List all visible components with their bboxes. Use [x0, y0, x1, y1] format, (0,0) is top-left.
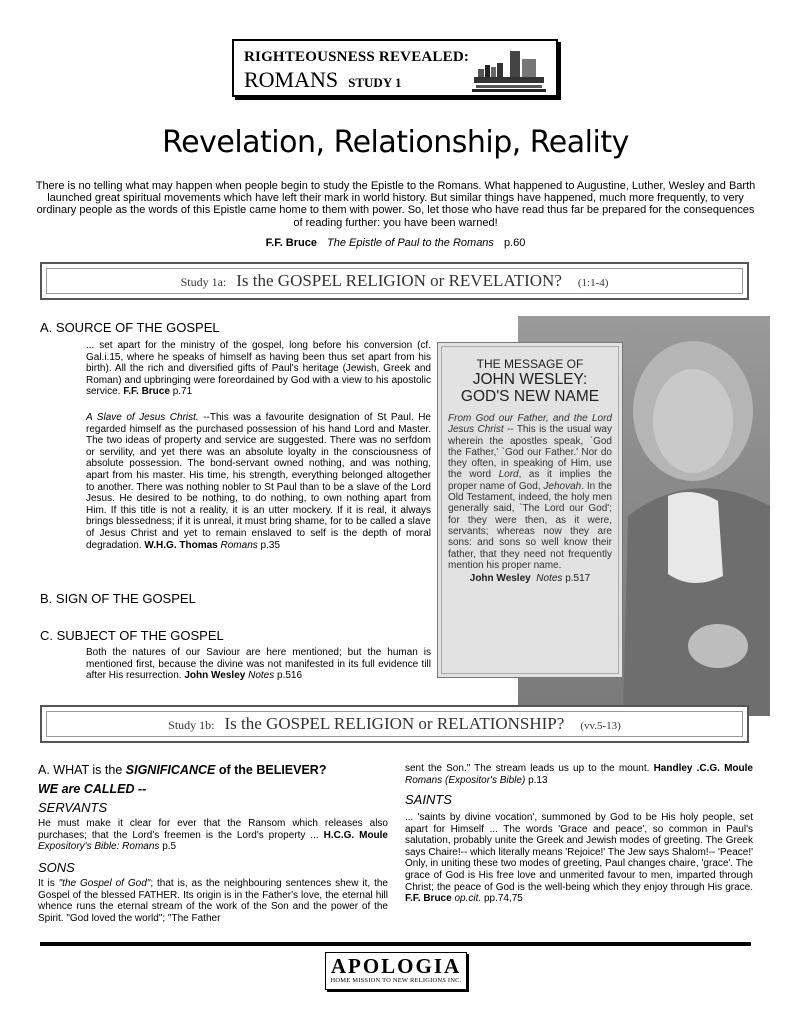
saints-title: SAINTS	[405, 792, 452, 807]
series-book	[244, 67, 401, 93]
section-1b-a-heading	[38, 763, 326, 777]
called-heading: WE are CALLED --	[38, 782, 147, 796]
section-c-text: Both the natures of our Saviour are here mentioned; but the human is mentioned first, because the divine was not manifested in its full evidence till after His resurrection.	[86, 647, 431, 682]
section-b-heading: B. SIGN OF THE GOSPEL	[40, 591, 196, 606]
sidebar-heading: JOHN WESLEY:	[472, 371, 588, 388]
section-a-para1-author: F.F. Bruce	[123, 386, 170, 398]
section-a-para2-text: --This was a favourite designation of St Paul. He regarded himself as the purchased possession of his hand Lord and Master. The two ideas of property and service are suggested. There was no serfdom or servility, and yet there was an absolute loyalty in the consciousness of absolute possession. The bond-servant owned nothing, and was nothing, apart from his master. His time, his strength, everything belonged altogether to another. There was nothing nobler to St Paul than to be a slave of the Lord Jesus. He desired to be nothing, to do nothing, to own nothing apart from Him. If this title is not a reality, it is an utter mockery. If it is real, it always brings blessedness; if it is unreal, it must bring shame, for to be called a slave of Jesus Christ and yet to remain enslaved to self is the depth of moral degradation.	[86, 412, 431, 551]
section-a-para2-page: p.35	[260, 539, 281, 551]
apologia-logo	[325, 952, 467, 990]
sidebar-subheading: GOD'S NEW NAME	[460, 388, 600, 405]
logo-text: APOLOGIA	[330, 954, 462, 978]
section-a-para2	[86, 412, 431, 551]
sidebar-body	[448, 413, 612, 571]
section-c-work: Notes	[248, 670, 275, 682]
section-c-page: p.516	[277, 670, 303, 682]
saints-work: op.cit.	[454, 893, 482, 905]
servants-work: Expository's Bible: Romans	[38, 841, 160, 853]
sons-work: Romans (Expositor's Bible)	[405, 774, 526, 786]
study-1b-question: Is the GOSPEL RELIGION or RELATIONSHIP?	[224, 714, 565, 733]
intro-citation	[0, 237, 791, 249]
servants-page: p.5	[162, 841, 177, 853]
study-1a-label: Study 1a:	[180, 275, 227, 289]
logo-tagline: HOME MISSION TO NEW RELIGIONS INC.	[330, 977, 462, 984]
heading-a-post: of the BELIEVER?	[215, 763, 327, 777]
footer-rule	[40, 942, 751, 946]
study-1a-banner	[40, 262, 749, 300]
saints-author: F.F. Bruce	[405, 893, 452, 905]
sons-para-left: It is "the Gospel of God"; that is, as the neighbouring sentences shew it, the Gospel of the blessed FATHER. Its origin is in the Father's love, the eternal hill whence runs the eternal stream of the work of the Son and the power of the Spirit. "God loved the world"; "The Father	[38, 878, 388, 924]
study-1b-banner	[40, 705, 749, 743]
sons-page: p.13	[528, 774, 548, 786]
section-a-para1-page: p.71	[172, 386, 193, 398]
book-name: ROMANS	[244, 67, 339, 92]
sons-title: SONS	[38, 860, 75, 875]
servants-title: SERVANTS	[38, 800, 108, 815]
study-1b-label: Study 1b:	[168, 718, 215, 732]
sidebar-author: John Wesley	[469, 573, 531, 585]
sidebar-page: p.517	[565, 573, 591, 585]
sidebar-word-lord: Lord	[498, 469, 519, 481]
section-a-para1	[86, 340, 431, 398]
servants-para	[38, 818, 388, 853]
series-title: RIGHTEOUSNESS REVEALED:	[244, 49, 470, 65]
sidebar-text-a: -- This is the usual way wherein the apostles speak, `God the Father,' `God our Father.' Nor do they often, in speaking of Him, use the word	[448, 424, 612, 481]
sidebar-citation	[448, 573, 612, 584]
wesley-sidebar	[437, 342, 623, 678]
servants-text: He must make it clear for ever that the Ransom which releases also purchases; that the Lord's freemen is the Lord's property ...	[38, 818, 388, 841]
section-c-heading: C. SUBJECT OF THE GOSPEL	[40, 628, 224, 643]
intro-author: F.F. Bruce	[265, 237, 317, 249]
section-c-para	[86, 647, 431, 682]
section-a-para2-lead: A Slave of Jesus Christ.	[86, 412, 199, 423]
sidebar-text-b: , as it implies the proper name of God,	[448, 469, 612, 492]
books-icon	[470, 47, 548, 93]
study-1a-ref: (1:1-4)	[577, 277, 609, 289]
sidebar-kicker: THE MESSAGE OF	[476, 357, 584, 371]
intro-page: p.60	[503, 237, 526, 249]
section-a-para2-author: W.H.G. Thomas	[144, 539, 218, 551]
heading-a-pre: A. WHAT is the	[38, 763, 126, 777]
saints-page: pp.74,75	[483, 893, 523, 905]
heading-a-em: SIGNIFICANCE	[125, 763, 216, 777]
section-a-heading: A. SOURCE OF THE GOSPEL	[40, 320, 220, 335]
study-1b-ref: (vv.5-13)	[580, 720, 621, 732]
sons-para-right: sent the Son." The stream leads us up to the mount. Handley .C.G. Moule Romans (Expositor's Bible) p.13	[405, 763, 753, 786]
sidebar-lead: From God our Father, and the Lord Jesus Christ	[448, 413, 612, 436]
study-number: STUDY 1	[348, 75, 402, 90]
sons-author: Handley .C.G. Moule	[653, 763, 753, 774]
sidebar-work: Notes	[536, 573, 563, 585]
intro-quote: There is no telling what may happen when people begin to study the Epistle to the Romans. What happened to Augustine, Luther, Wesley and Barth launched great spiritual movements which have left their mark in world history. But similar things have happened, much more frequently, to very ordinary people as the words of this Epistle came home to them with power. So, let those who have read thus far be prepared for the consequences of reading further: you have been warned!	[35, 180, 756, 229]
servants-author: H.C.G. Moule	[323, 829, 388, 841]
section-a-para2-work: Romans	[220, 539, 258, 551]
sidebar-word-jehovah: Jehovah	[543, 480, 582, 492]
saints-text: ... 'saints by divine vocation', summoned by God to be His holy people, set apart for Himself ... The words 'Grace and peace', so common in Paul's salutation, probably unite the Greek and Jewish modes of greeting. The Greek says Chaire!-- which literally means 'Rejoice!' The Jew says Shalom!-- 'Peace!' Only, in uniting these two modes of greeting, Paul changes chaire, 'grace'. The grace of God is His free love and unmerited favour to men, imparted through Christ; the peace of God is the well-being which they enjoy through His grace.	[405, 812, 753, 893]
sidebar-text-c: . In the Old Testament, indeed, the holy men generally said, `The Lord our God'; for they were then, as it were, servants; whereas now they are sons: and sons so well know their father, that they need not frequently mention his proper name.	[448, 480, 612, 571]
section-a-para1-text: ... set apart for the ministry of the gospel, long before his conversion (cf. Gal.i.15, where he speaks of himself as having been thus set apart from his birth). All the rich and diversified gifts of Paul's heritage (Jewish, Greek and Roman) and upbringing were foreordained by God with a view to his apostolic service.	[86, 340, 431, 398]
saints-para	[405, 812, 753, 905]
series-header-box	[232, 39, 558, 97]
intro-work: The Epistle of Paul to the Romans	[327, 237, 494, 249]
study-1a-question: Is the GOSPEL RELIGION or REVELATION?	[236, 271, 562, 290]
page-title: Revelation, Relationship, Reality	[162, 125, 629, 160]
section-c-author: John Wesley	[184, 670, 246, 682]
